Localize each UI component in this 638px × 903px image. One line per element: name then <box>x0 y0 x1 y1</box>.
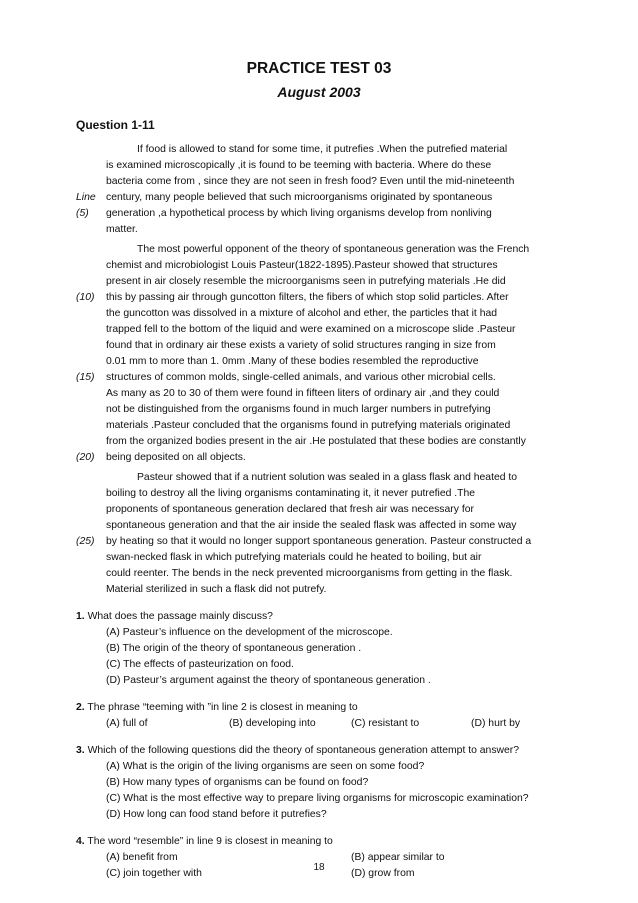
question-number: 4. <box>76 836 85 847</box>
line-number: (20) <box>76 452 95 463</box>
answer-option[interactable]: (A) full of <box>106 718 148 729</box>
question-number: 3. <box>76 745 85 756</box>
question-stem <box>76 744 519 758</box>
answer-option[interactable]: (C) The effects of pasteurization on food. <box>106 659 294 670</box>
line-number: (10) <box>76 292 95 303</box>
question-number: 2. <box>76 702 85 713</box>
answer-option[interactable]: (B) The origin of the theory of spontaneous generation . <box>106 643 362 654</box>
answer-option[interactable]: (C) join together with <box>106 868 202 879</box>
passage-line: materials .Pasteur concluded that the organisms found in putrefying materials originated <box>106 420 511 431</box>
passage-line: century, many people believed that such microorganisms originated by spontaneous <box>106 192 493 203</box>
passage-line: Material sterilized in such a flask did not putrefy. <box>106 584 327 595</box>
passage-line: matter. <box>106 224 138 235</box>
passage-line: could reenter. The bends in the neck prevented microorganisms from getting in the flask. <box>106 568 513 579</box>
passage-line: this by passing air through guncotton filters, the fibers of which stop solid particles. After <box>106 292 509 303</box>
passage-line: If food is allowed to stand for some time, it putrefies .When the putrefied material <box>137 144 508 155</box>
question-text: The phrase “teeming with ”in line 2 is closest in meaning to <box>87 702 358 713</box>
answer-option[interactable]: (D) hurt by <box>471 718 521 729</box>
page-title: PRACTICE TEST 03 <box>246 60 392 77</box>
passage-line: The most powerful opponent of the theory of spontaneous generation was the French <box>137 244 530 255</box>
question-stem <box>76 701 358 715</box>
answer-option[interactable]: (B) How many types of organisms can be found on food? <box>106 777 369 788</box>
passage-line: swan-necked flask in which putrefying materials could he heated to boiling, but air <box>106 552 482 563</box>
question-stem <box>76 610 273 624</box>
answer-option[interactable]: (D) How long can food stand before it putrefies? <box>106 809 327 820</box>
answer-option[interactable]: (D) Pasteur’s argument against the theory of spontaneous generation . <box>106 675 431 686</box>
passage-line: from the organized bodies present in the air .He postulated that these bodies are constantly <box>106 436 526 447</box>
question-stem <box>76 835 333 849</box>
answer-option[interactable]: (A) What is the origin of the living organisms are seen on some food? <box>106 761 425 772</box>
passage-line: being deposited on all objects. <box>106 452 246 463</box>
section-heading: Question 1-11 <box>76 118 155 132</box>
answer-option[interactable]: (A) Pasteur’s influence on the development of the microscope. <box>106 627 393 638</box>
passage-line: present in air closely resemble the microorganisms seen in putrefying materials .He did <box>106 276 506 287</box>
passage-line: proponents of spontaneous generation declared that fresh air was necessary for <box>106 504 474 515</box>
question-text: Which of the following questions did the theory of spontaneous generation attempt to answer? <box>87 745 520 756</box>
question-text: The word “resemble” in line 9 is closest in meaning to <box>87 836 333 847</box>
answer-option[interactable]: (A) benefit from <box>106 852 178 863</box>
passage-line: spontaneous generation and that the air inside the sealed flask was affected in some way <box>106 520 517 531</box>
passage-line: the guncotton was dissolved in a mixture of alcohol and ether, the particles that it had <box>106 308 498 319</box>
passage-line: by heating so that it would no longer support spontaneous generation. Pasteur constructed a <box>106 536 532 547</box>
answer-option[interactable]: (D) grow from <box>351 868 415 879</box>
passage-line: is examined microscopically ,it is found to be teeming with bacteria. Where do these <box>106 160 492 171</box>
passage-line: chemist and microbiologist Louis Pasteur(1822-1895).Pasteur showed that structures <box>106 260 498 271</box>
passage-line: found that in ordinary air these exists a variety of solid structures ranging in size from <box>106 340 496 351</box>
passage-line: generation ,a hypothetical process by which living organisms develop from nonliving <box>106 208 492 219</box>
question-text: What does the passage mainly discuss? <box>87 611 273 622</box>
passage-line: not be distinguished from the organisms found in much larger numbers in putrefying <box>106 404 491 415</box>
line-number: (5) <box>76 208 89 219</box>
passage-line: trapped fell to the bottom of the liquid and were examined on a microscope slide .Pasteur <box>106 324 516 335</box>
answer-option[interactable]: (C) resistant to <box>351 718 420 729</box>
answer-option[interactable]: (B) appear similar to <box>351 852 445 863</box>
answer-option[interactable]: (B) developing into <box>229 718 316 729</box>
answer-option[interactable]: (C) What is the most effective way to prepare living organisms for microscopic examination? <box>106 793 529 804</box>
passage-line: bacteria come from , since they are not seen in fresh food? Even until the mid-nineteenth <box>106 176 515 187</box>
page-number: 18 <box>313 862 325 873</box>
passage-line: 0.01 mm to more than 1. 0mm .Many of these bodies resembled the reproductive <box>106 356 479 367</box>
page-subtitle: August 2003 <box>277 84 361 100</box>
passage-line: structures of common molds, single-celled animals, and various other microbial cells. <box>106 372 496 383</box>
line-number: (15) <box>76 372 95 383</box>
question-number: 1. <box>76 611 85 622</box>
passage-line: Pasteur showed that if a nutrient solution was sealed in a glass flask and heated to <box>137 472 518 483</box>
line-number: Line <box>76 192 96 203</box>
passage-line: boiling to destroy all the living organisms contaminating it, it never putrefied .The <box>106 488 476 499</box>
line-number: (25) <box>76 536 95 547</box>
passage-line: As many as 20 to 30 of them were found in fifteen liters of ordinary air ,and they could <box>106 388 500 399</box>
